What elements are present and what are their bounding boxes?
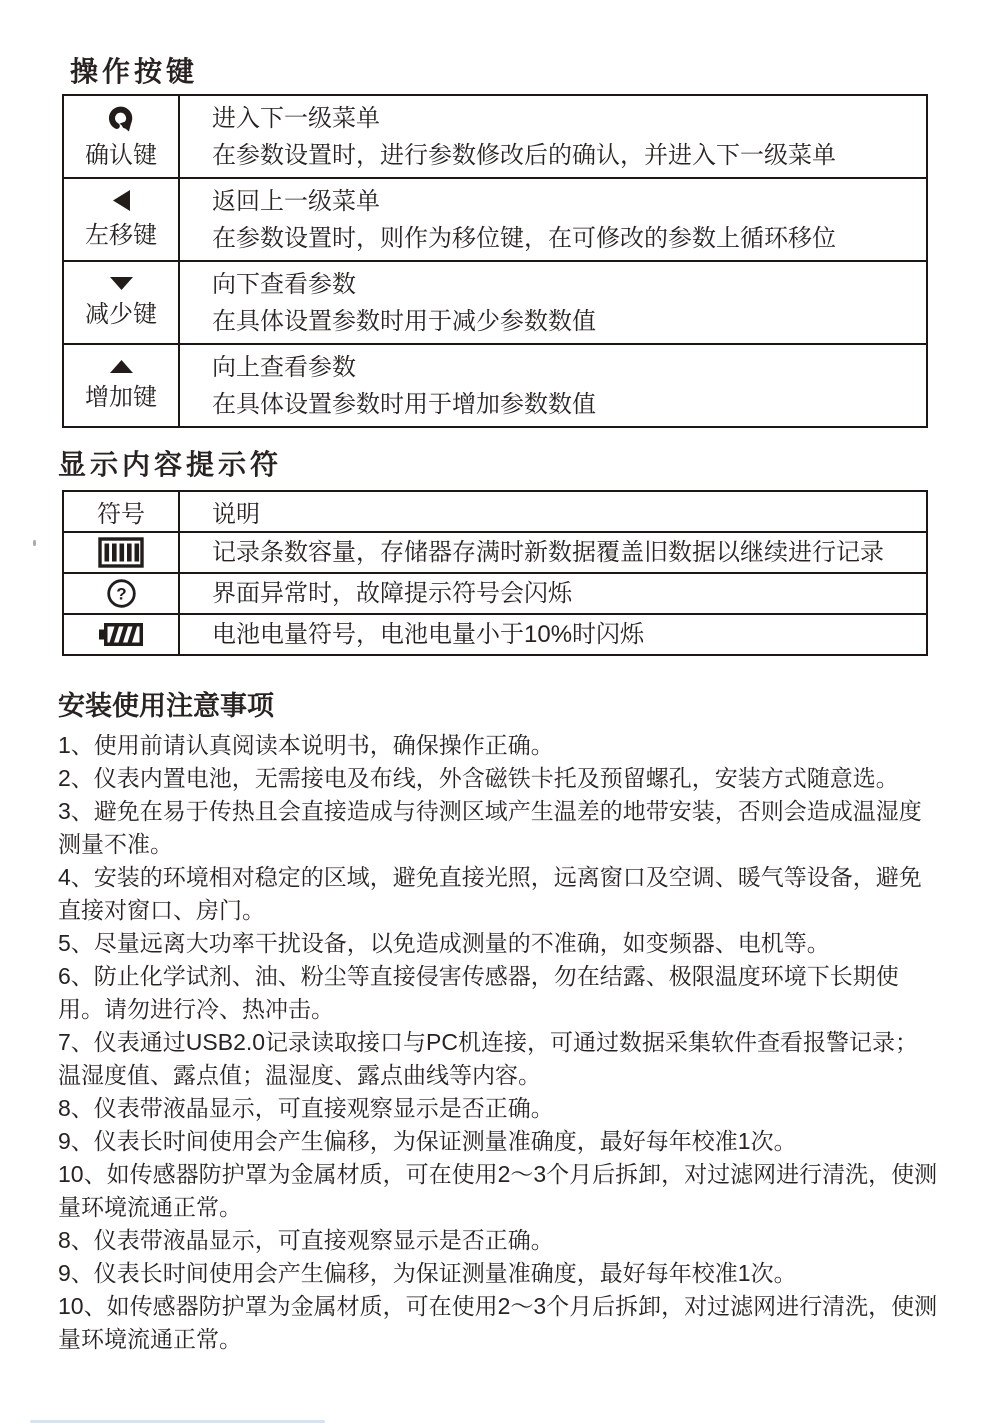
down-triangle-icon (64, 276, 178, 291)
symbol-description: 记录条数容量，存储器存满时新数据覆盖旧数据以继续进行记录 (179, 532, 927, 573)
table-row (63, 614, 927, 655)
key-desc-line: 返回上一级菜单 (212, 187, 380, 215)
list-item: 3、避免在易于传热且会直接造成与待测区域产生温差的地带安装，否则会造成温湿度测量不准。 (58, 798, 922, 857)
list-item: 7、仪表通过USB2.0记录读取接口与PC机连接，可通过数据采集软件查看报警记录；温湿度值、露点值；温湿度、露点曲线等内容。 (58, 1029, 919, 1088)
list-item: 4、安装的环境相对稳定的区域，避免直接光照，远离窗口及空调、暖气等设备，避免直接对窗口、房门。 (58, 864, 922, 923)
key-desc-line: 在具体设置参数时用于增加参数数值 (212, 390, 596, 418)
symbol-description: 界面异常时，故障提示符号会闪烁 (179, 573, 927, 614)
confirm-rotate-arrow-icon (64, 104, 178, 132)
list-item: 9、仪表长时间使用会产生偏移，为保证测量准确度，最好每年校准1次。 (58, 1128, 797, 1154)
key-label: 左移键 (85, 222, 157, 249)
record-capacity-icon (98, 544, 144, 561)
key-desc-cell (179, 95, 927, 178)
fault-question-icon (106, 585, 137, 602)
notes-section-title: 安装使用注意事项 (58, 691, 274, 721)
symbol-cell (63, 614, 179, 655)
list-item: 9、仪表长时间使用会产生偏移，为保证测量准确度，最好每年校准1次。 (58, 1260, 797, 1286)
installation-notes-list (58, 729, 938, 1356)
symbol-column-header: 符号 (63, 491, 179, 532)
display-symbols-table (62, 490, 928, 656)
key-desc-line: 在参数设置时，进行参数修改后的确认，并进入下一级菜单 (212, 141, 836, 169)
symbol-cell (63, 573, 179, 614)
symbol-description: 电池电量符号，电池电量小于10%时闪烁 (179, 614, 927, 655)
key-desc-cell (179, 261, 927, 344)
table-row (63, 95, 927, 178)
symbol-cell (63, 532, 179, 573)
table-row (63, 178, 927, 261)
key-label: 增加键 (85, 384, 157, 411)
key-desc-cell (179, 344, 927, 427)
key-cell-left (63, 178, 179, 261)
description-column-header: 说明 (179, 491, 927, 532)
list-item: 1、使用前请认真阅读本说明书，确保操作正确。 (58, 732, 554, 758)
key-cell-decrease (63, 261, 179, 344)
list-item: 6、防止化学试剂、油、粉尘等直接侵害传感器，勿在结露、极限温度环境下长期使用。请勿进行冷、热冲击。 (58, 963, 899, 1022)
key-desc-line: 在具体设置参数时用于减少参数数值 (212, 307, 596, 335)
table-row (63, 344, 927, 427)
keys-section-title: 操作按键 (70, 56, 199, 87)
table-header-row (63, 491, 927, 532)
operation-keys-table (62, 94, 928, 428)
list-item: 10、如传感器防护罩为金属材质，可在使用2～3个月后拆卸，对过滤网进行清洗，使测量环境流通正常。 (58, 1161, 938, 1220)
key-label: 减少键 (85, 301, 157, 328)
list-item: 10、如传感器防护罩为金属材质，可在使用2～3个月后拆卸，对过滤网进行清洗，使测量环境流通正常。 (58, 1293, 938, 1352)
list-item: 8、仪表带液晶显示，可直接观察显示是否正确。 (58, 1095, 554, 1121)
key-desc-line: 进入下一级菜单 (212, 104, 380, 132)
key-desc-line: 向下查看参数 (212, 270, 356, 298)
table-row (63, 261, 927, 344)
key-desc-line: 在参数设置时，则作为移位键，在可修改的参数上循环移位 (212, 224, 836, 252)
key-cell-confirm (63, 95, 179, 178)
print-artifact-mark (33, 540, 36, 546)
list-item: 2、仪表内置电池，无需接电及布线，外含磁铁卡托及预留螺孔，安装方式随意选。 (58, 765, 899, 791)
key-cell-increase (63, 344, 179, 427)
symbols-section-title: 显示内容提示符 (58, 449, 283, 480)
key-desc-line: 向上查看参数 (212, 353, 356, 381)
key-label: 确认键 (85, 141, 157, 169)
bottom-accent-line (30, 1420, 325, 1423)
svg-text:?: ? (115, 584, 127, 604)
table-row (63, 573, 927, 614)
battery-level-icon (99, 626, 144, 643)
list-item: 8、仪表带液晶显示，可直接观察显示是否正确。 (58, 1227, 554, 1253)
left-triangle-icon (64, 189, 178, 212)
table-row (63, 532, 927, 573)
up-triangle-icon (64, 359, 178, 374)
key-desc-cell (179, 178, 927, 261)
list-item: 5、尽量远离大功率干扰设备，以免造成测量的不准确，如变频器、电机等。 (58, 930, 830, 956)
